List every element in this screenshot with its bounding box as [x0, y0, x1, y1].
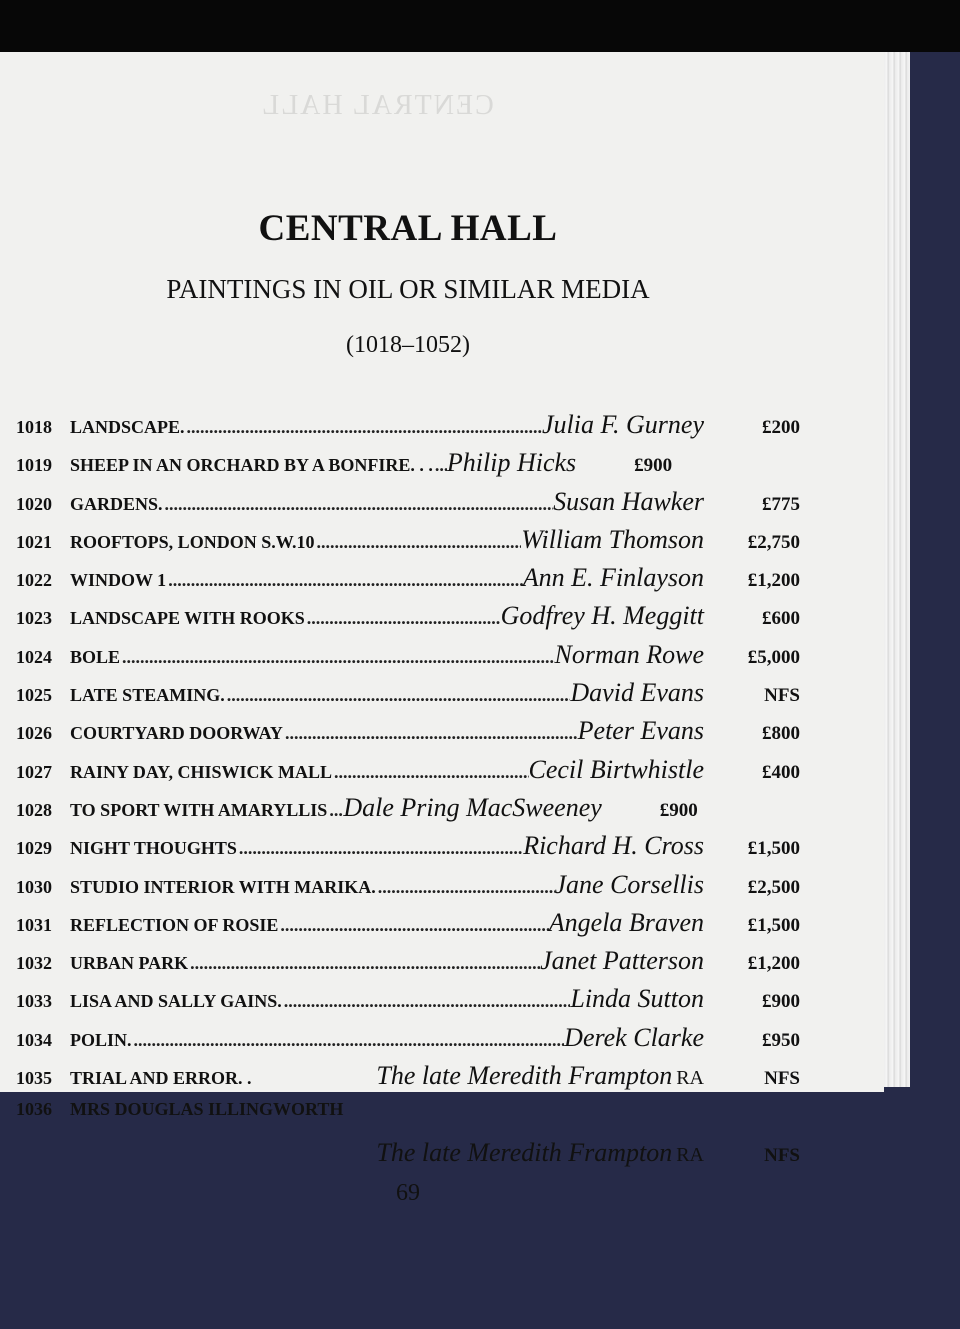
catalogue-page — [0, 52, 884, 1206]
entry-artist: Julia F. Gurney — [542, 410, 704, 439]
entry-number: 1028 — [16, 799, 52, 820]
entry-price: £800 — [762, 723, 800, 745]
entry-title: SHEEP IN AN ORCHARD BY A BONFIRE. . . — [70, 455, 433, 476]
entry-artist: Dale Pring MacSweeney — [343, 792, 602, 822]
leader-dots — [332, 762, 528, 783]
entry-number: 1033 — [16, 991, 52, 1012]
catalogue-range: (1018–1052) — [346, 332, 470, 358]
leader-dots — [237, 838, 523, 859]
entry-number: 1019 — [16, 455, 52, 476]
entry-price: £2,750 — [747, 531, 800, 553]
entry-title: RAINY DAY, CHISWICK MALL — [70, 761, 333, 782]
entry-number: 1026 — [16, 723, 52, 744]
entry-price: NFS — [764, 1068, 800, 1090]
entry-number: 1032 — [16, 953, 52, 974]
entry-price: £1,200 — [747, 570, 800, 592]
entry-title: NIGHT THOUGHTS — [70, 838, 237, 859]
page-title: CENTRAL HALL — [258, 208, 558, 249]
entry-artist: Norman Rowe — [554, 639, 704, 669]
entry-number: 1024 — [16, 646, 52, 667]
leader-dots — [327, 800, 343, 821]
entry-artist: Cecil Birtwhistle — [528, 754, 704, 784]
entry-price: £5,000 — [747, 646, 800, 668]
leader-dots — [166, 570, 523, 591]
entry-artist: Jane Corsellis — [554, 869, 704, 899]
list-item — [16, 946, 800, 984]
entry-title: URBAN PARK — [70, 953, 189, 974]
entry-price: £900 — [634, 455, 673, 477]
entry-title: TO SPORT WITH AMARYLLIS — [70, 799, 328, 820]
section-subtitle: PAINTINGS IN OIL OR SIMILAR MEDIA — [166, 274, 650, 304]
list-item — [16, 1061, 800, 1099]
leader-dots — [376, 877, 555, 898]
entry-number: 1036 — [16, 1099, 52, 1120]
entry-price: £2,500 — [747, 876, 800, 898]
list-item — [16, 908, 800, 946]
list-item — [16, 487, 800, 525]
leader-dots — [305, 608, 501, 629]
entry-artist: Richard H. Cross — [523, 831, 704, 861]
list-item — [16, 755, 800, 793]
entry-title: LANDSCAPE. — [70, 417, 185, 437]
entry-price: £600 — [762, 608, 800, 630]
list-item — [16, 793, 800, 831]
entry-artist: Janet Patterson — [540, 946, 704, 976]
list-item — [16, 601, 800, 639]
entry-price: £1,200 — [747, 953, 800, 975]
entry-price: £400 — [762, 761, 800, 783]
entry-number: 1018 — [16, 417, 52, 437]
scan-top-border — [0, 0, 960, 52]
entry-price: £775 — [762, 493, 800, 515]
entry-artist: Linda Sutton — [570, 984, 704, 1014]
entry-number: 1025 — [16, 685, 52, 706]
entry-artist — [376, 1061, 704, 1091]
entry-artist: William Thomson — [521, 524, 704, 554]
entry-title: LANDSCAPE WITH ROOKS — [70, 608, 305, 629]
entry-title: MRS DOUGLAS ILLINGWORTH — [70, 1099, 344, 1120]
entry-artist: Peter Evans — [577, 716, 704, 746]
entry-artist: Ann E. Finlayson — [522, 563, 704, 593]
artist-suffix: RA — [676, 1143, 704, 1166]
list-item — [16, 640, 800, 678]
entry-title: TRIAL AND ERROR. . — [70, 1068, 252, 1089]
list-item — [16, 678, 800, 716]
entry-artist: Philip Hicks — [446, 448, 577, 478]
list-item — [16, 716, 800, 754]
leader-dots — [278, 915, 548, 936]
entry-price: £900 — [762, 991, 800, 1013]
entry-title: POLIN. — [70, 1029, 132, 1050]
entry-artist: Angela Braven — [548, 907, 704, 937]
entry-price: £900 — [659, 799, 698, 821]
entry-continuation — [16, 1138, 800, 1178]
leader-dots — [185, 417, 542, 438]
entry-price: £200 — [762, 417, 800, 438]
leader-dots — [283, 723, 578, 744]
list-item — [16, 1023, 800, 1061]
entry-title: ROOFTOPS, LONDON S.W.10 — [70, 531, 315, 552]
entry-number: 1022 — [16, 570, 52, 591]
entry-artist: Godfrey H. Meggitt — [500, 601, 704, 631]
leader-dots — [163, 494, 554, 515]
artist-name: The late Meredith Frampton — [376, 1137, 673, 1167]
entry-title: WINDOW 1 — [70, 570, 167, 591]
entry-artist — [376, 1138, 704, 1168]
entry-number: 1031 — [16, 914, 52, 935]
leader-dots — [120, 647, 554, 668]
leader-dots — [282, 991, 571, 1012]
entry-artist: Derek Clarke — [564, 1022, 704, 1052]
entry-number: 1030 — [16, 876, 52, 897]
leader-dots — [132, 1030, 565, 1051]
entry-title: COURTYARD DOORWAY — [70, 723, 283, 744]
entry-price: £950 — [762, 1029, 800, 1051]
entry-number: 1021 — [16, 531, 52, 552]
entry-artist: David Evans — [570, 678, 704, 708]
entry-price: £1,500 — [747, 838, 800, 860]
entry-number: 1034 — [16, 1029, 52, 1050]
list-item — [16, 410, 800, 448]
leader-dots — [188, 953, 540, 974]
entry-title: REFLECTION OF ROSIE — [70, 914, 279, 935]
list-item — [16, 870, 800, 908]
leader-dots — [315, 532, 522, 553]
bleed-through-text: CENTRAL HALL — [260, 90, 494, 121]
list-item — [16, 1099, 800, 1137]
entry-price: £1,500 — [747, 914, 800, 936]
entry-title: BOLE — [70, 646, 121, 667]
entry-price: NFS — [764, 685, 800, 707]
list-item — [16, 831, 800, 869]
artist-suffix: RA — [676, 1067, 704, 1090]
entry-price: NFS — [764, 1144, 800, 1166]
leader-dots — [225, 685, 571, 706]
artist-name: The late Meredith Frampton — [376, 1061, 673, 1091]
page-number: 69 — [396, 1180, 420, 1206]
list-item — [16, 525, 800, 563]
entry-title: LISA AND SALLY GAINS. — [70, 991, 282, 1012]
entry-title: STUDIO INTERIOR WITH MARIKA. — [70, 876, 376, 897]
list-item — [16, 448, 800, 486]
entry-number: 1035 — [16, 1068, 52, 1089]
entry-list — [16, 410, 800, 1178]
list-item — [16, 984, 800, 1022]
entry-number: 1023 — [16, 608, 52, 629]
entry-artist: Susan Hawker — [553, 486, 704, 516]
list-item — [16, 563, 800, 601]
entry-number: 1027 — [16, 761, 52, 782]
leader-dots — [433, 455, 447, 476]
entry-title: LATE STEAMING. — [70, 685, 225, 706]
entry-title: GARDENS. — [70, 493, 163, 514]
entry-number: 1020 — [16, 493, 52, 514]
entry-number: 1029 — [16, 838, 52, 859]
